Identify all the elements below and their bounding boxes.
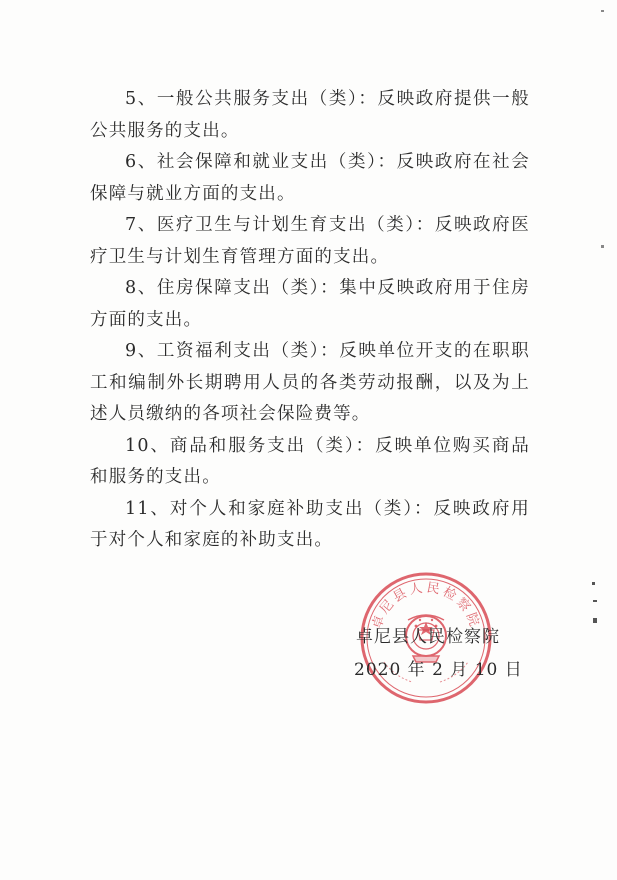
scan-margin-marks: [588, 580, 602, 630]
paragraph-item-10: 10、商品和服务支出（类）：反映单位购买商品和服务的支出。: [90, 435, 530, 487]
paragraph-item-8: 8、住房保障支出（类）：集中反映政府用于住房方面的支出。: [90, 278, 530, 330]
scan-corner-mark-mid: [598, 242, 608, 252]
signature-date: 2020 年 2 月 10 日: [354, 660, 523, 680]
paragraph-item-5: 5、一般公共服务支出（类）：反映政府提供一般公共服务的支出。: [90, 89, 530, 141]
seal-text: 卓尼县人民检察院: [369, 580, 483, 632]
document-body: [90, 84, 530, 557]
scan-corner-mark-top: [598, 8, 608, 16]
paragraph-item-6: 6、社会保障和就业支出（类）：反映政府在社会保障与就业方面的支出。: [90, 152, 530, 204]
paragraph-item-7: 7、医疗卫生与计划生育支出（类）：反映政府医疗卫生与计划生育管理方面的支出。: [90, 215, 530, 267]
paragraph-item-9: 9、工资福利支出（类）：反映单位开支的在职职工和编制外长期聘用人员的各类劳动报酬，以及为上述人员缴纳的各项社会保险费等。: [90, 341, 530, 424]
paragraph-item-11: 11、对个人和家庭补助支出（类）：反映政府用于对个人和家庭的补助支出。: [90, 498, 530, 550]
signature-organization: 卓尼县人民检察院: [356, 627, 500, 647]
